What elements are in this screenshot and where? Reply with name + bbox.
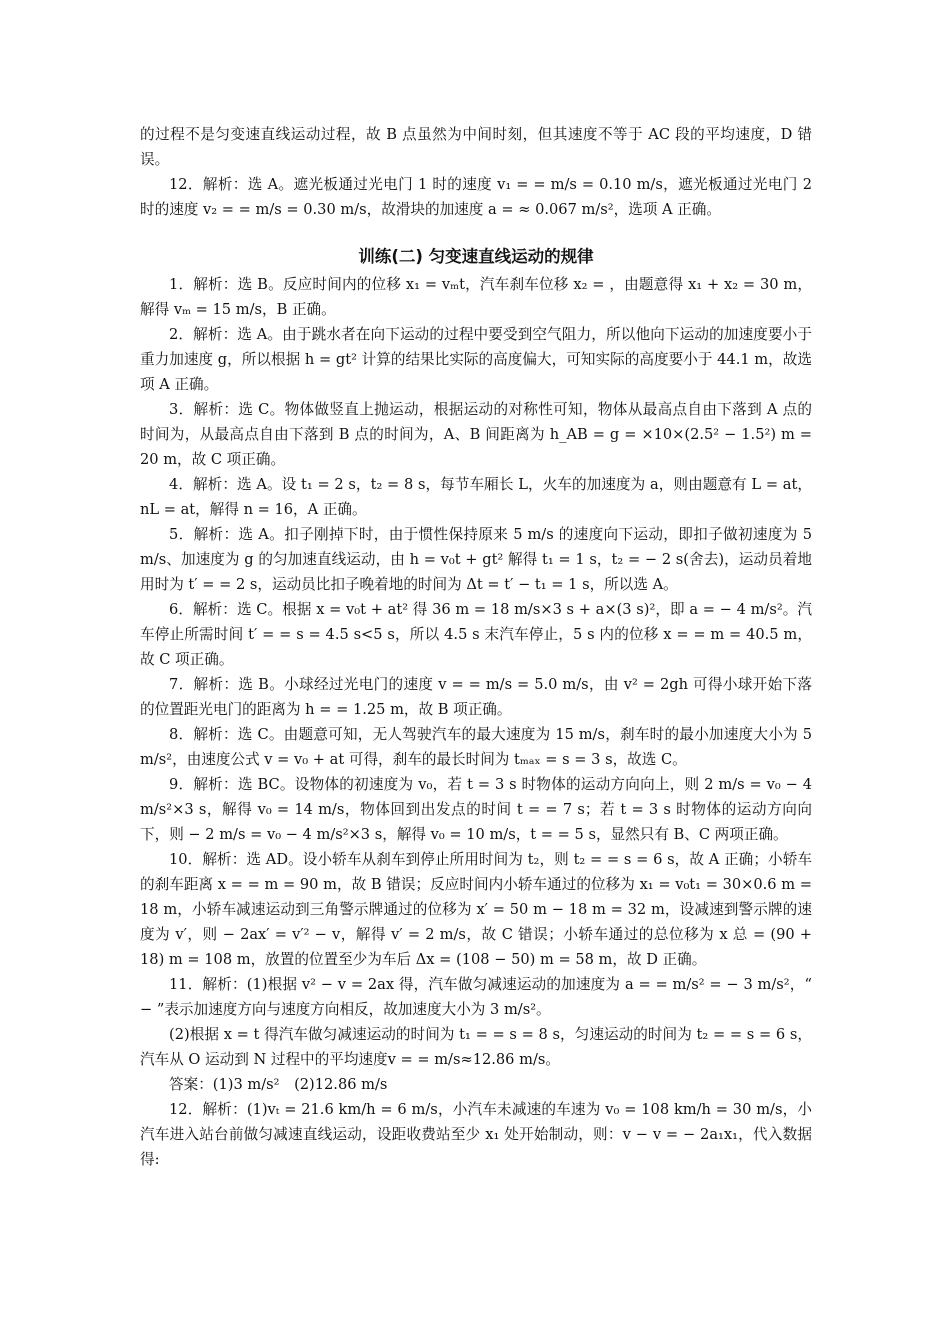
answer-5: 5．解析：选 A。扣子刚掉下时，由于惯性保持原来 5 m/s 的速度向下运动，即扣子做初速度为 5 m/s、加速度为 g 的匀加速直线运动，由 h = v₀t + gt² 解得 t₁ = 1 s，t₂ = − 2 s(舍去)，运动员着地用时为 t′ = = 2 s，运动员比扣子晚着地的时间为 Δt = t′ − t₁ = 1 s，所以选 A。 [140,526,812,593]
answer-9: 9．解析：选 BC。设物体的初速度为 v₀，若 t = 3 s 时物体的运动方向向上，则 2 m/s = v₀ − 4 m/s²×3 s，解得 v₀ = 14 m/s，物体回到出发点的时间 t = = 7 s；若 t = 3 s 时物体的运动方向向下，则 − 2 m/s = v₀ − 4 m/s²×3 s，解得 v₀ = 10 m/s，t = = 5 s，显然只有 B、C 两项正确。 [140,776,812,843]
answer-7: 7．解析：选 B。小球经过光电门的速度 v = = m/s = 5.0 m/s，由 v² = 2gh 可得小球开始下落的位置距光电门的距离为 h = = 1.25 m，故 B 项正确。 [140,676,812,718]
answer-11-part2: (2)根据 x = t 得汽车做匀减速运动的时间为 t₁ = = s = 8 s，匀速运动的时间为 t₂ = = s = 6 s，汽车从 O 运动到 N 过程中的平均速度v = = m/s≈12.86 m/s。 [140,1026,812,1068]
answer-1: 1．解析：选 B。反应时间内的位移 x₁ = vₘt，汽车刹车位移 x₂ = ，由题意得 x₁ + x₂ = 30 m，解得 vₘ = 15 m/s，B 正确。 [140,276,812,318]
section-title: 训练(二) 匀变速直线运动的规律 [358,247,594,266]
paragraph-prev-12: 12．解析：选 A。遮光板通过光电门 1 时的速度 v₁ = = m/s = 0.10 m/s，遮光板通过光电门 2 时的速度 v₂ = = m/s = 0.30 m/s，故滑块的加速度 a = ≈ 0.067 m/s²，选项 A 正确。 [140,176,812,218]
answer-3: 3．解析：选 C。物体做竖直上抛运动，根据运动的对称性可知，物体从最高点自由下落到 A 点的时间为，从最高点自由下落到 B 点的时间为，A、B 间距离为 h_AB = g = ×10×(2.5² − 1.5²) m = 20 m，故 C 项正确。 [140,401,812,468]
answer-11-final: 答案：(1)3 m/s² (2)12.86 m/s [169,1076,388,1093]
answer-12: 12．解析：(1)vₜ = 21.6 km/h = 6 m/s，小汽车未减速的车速为 v₀ = 108 km/h = 30 m/s，小汽车进入站台前做匀减速直线运动，设距收费站至少 x₁ 处开始制动，则：v − v = − 2a₁x₁，代入数据得: [140,1101,812,1168]
answer-6: 6．解析：选 C。根据 x = v₀t + at² 得 36 m = 18 m/s×3 s + a×(3 s)²，即 a = − 4 m/s²。汽车停止所需时间 t′ = = s = 4.5 s<5 s，所以 4.5 s 末汽车停止，5 s 内的位移 x = = m = 40.5 m，故 C 项正确。 [140,601,812,668]
paragraph-prev-continuation: 的过程不是匀变速直线运动过程，故 B 点虽然为中间时刻，但其速度不等于 AC 段的平均速度，D 错误。 [140,126,812,168]
answer-11-part1: 11．解析：(1)根据 v² − v = 2ax 得，汽车做匀减速运动的加速度为 a = = m/s² = − 3 m/s²，“ − ”表示加速度方向与速度方向相反，故加速度大小为 3 m/s²。 [140,976,812,1018]
answer-4: 4．解析：选 A。设 t₁ = 2 s，t₂ = 8 s，每节车厢长 L，火车的加速度为 a，则由题意有 L = at，nL = at，解得 n = 16，A 正确。 [140,476,812,518]
answer-2: 2．解析：选 A。由于跳水者在向下运动的过程中要受到空气阻力，所以他向下运动的加速度要小于重力加速度 g，所以根据 h = gt² 计算的结果比实际的高度偏大，可知实际的高度要小于 44.1 m，故选项 A 正确。 [140,326,812,393]
document-page [140,122,812,1172]
answer-8: 8．解析：选 C。由题意可知，无人驾驶汽车的最大速度为 15 m/s，刹车时的最小加速度大小为 5 m/s²，由速度公式 v = v₀ + at 可得，刹车的最长时间为 tₘₐₓ = s = 3 s，故选 C。 [140,726,812,768]
answer-10: 10．解析：选 AD。设小轿车从刹车到停止所用时间为 t₂，则 t₂ = = s = 6 s，故 A 正确；小轿车的刹车距离 x = = m = 90 m，故 B 错误；反应时间内小轿车通过的位移为 x₁ = v₀t₁ = 30×0.6 m = 18 m，小轿车减速运动到三角警示牌通过的位移为 x′ = 50 m − 18 m = 32 m，设减速到警示牌的速度为 v′，则 − 2ax′ = v′² − v，解得 v′ = 2 m/s，故 C 错误；小轿车通过的总位移为 x 总 = (90 + 18) m = 108 m，放置的位置至少为车后 Δx = (108 − 50) m = 58 m，故 D 正确。 [140,851,812,968]
